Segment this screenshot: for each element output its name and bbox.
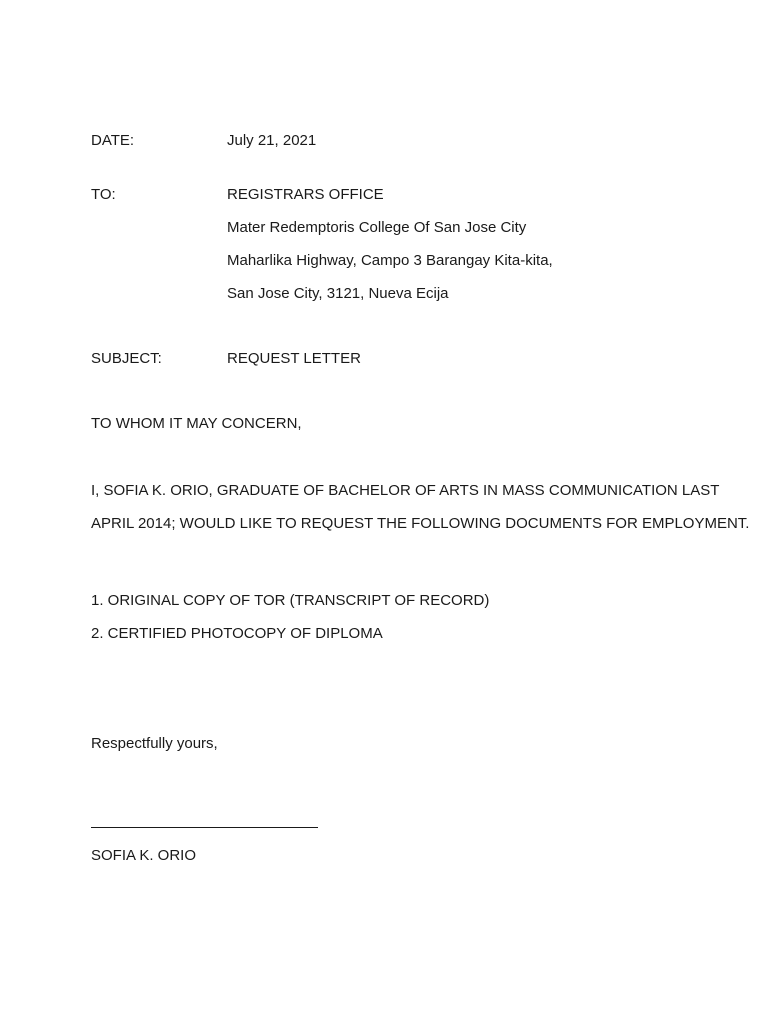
- recipient-address-line-2: San Jose City, 3121, Nueva Ecija: [227, 285, 449, 302]
- list-item: 2. CERTIFIED PHOTOCOPY OF DIPLOMA: [91, 625, 383, 642]
- subject-value: REQUEST LETTER: [227, 350, 361, 367]
- list-item: 1. ORIGINAL COPY OF TOR (TRANSCRIPT OF RECORD): [91, 592, 490, 609]
- recipient-office: REGISTRARS OFFICE: [227, 186, 384, 203]
- paragraph-line-1: I, SOFIA K. ORIO, GRADUATE OF BACHELOR OF ARTS IN MASS COMMUNICATION LAST: [91, 482, 720, 499]
- signature-line: [91, 827, 318, 828]
- signatory-name: SOFIA K. ORIO: [91, 847, 197, 864]
- salutation: TO WHOM IT MAY CONCERN,: [91, 415, 302, 432]
- recipient-institution: Mater Redemptoris College Of San Jose City: [227, 219, 527, 236]
- subject-label: SUBJECT:: [91, 350, 162, 367]
- recipient-address-line-1: Maharlika Highway, Campo 3 Barangay Kita-kita,: [227, 252, 553, 269]
- complimentary-close: Respectfully yours,: [91, 735, 218, 752]
- paragraph-line-2: APRIL 2014; WOULD LIKE TO REQUEST THE FOLLOWING DOCUMENTS FOR EMPLOYMENT.: [91, 515, 750, 532]
- date-value: July 21, 2021: [227, 132, 317, 149]
- date-label: DATE:: [91, 132, 135, 149]
- to-label: TO:: [91, 186, 116, 203]
